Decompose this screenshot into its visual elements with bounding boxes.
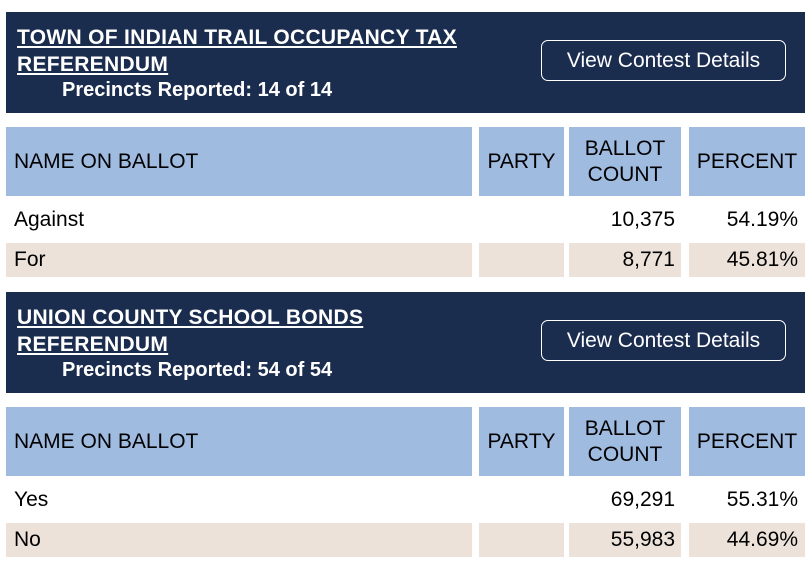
choice-party (479, 523, 564, 557)
column-header-name: NAME ON BALLOT (6, 127, 472, 196)
column-header-ballot-count-line2: COUNT (587, 442, 663, 466)
column-header-party: PARTY (479, 407, 564, 476)
column-header-percent: PERCENT (689, 407, 805, 476)
column-header-ballot-count-line1: BALLOT (584, 416, 666, 440)
choice-percent: 45.81% (689, 243, 805, 277)
choice-ballot-count: 8,771 (569, 243, 681, 277)
column-header-percent: PERCENT (689, 127, 805, 196)
choice-party (479, 243, 564, 277)
contest-title-line2[interactable]: REFERENDUM (17, 333, 169, 356)
choice-percent: 54.19% (726, 208, 798, 231)
choice-party (479, 483, 564, 517)
contest-title-line2[interactable]: REFERENDUM (17, 53, 169, 76)
column-header-ballot-count-line1: BALLOT (584, 136, 666, 160)
contest-header (6, 12, 805, 113)
choice-percent: 44.69% (689, 523, 805, 557)
contest-header (6, 292, 805, 393)
choice-name: Yes (14, 488, 49, 511)
column-header-ballot-count (569, 127, 681, 196)
choice-ballot-count: 10,375 (610, 208, 675, 231)
view-contest-details-button[interactable]: View Contest Details (541, 40, 786, 81)
column-header-name: NAME ON BALLOT (6, 407, 472, 476)
choice-ballot-count: 69,291 (610, 488, 675, 511)
contest-title-link[interactable] (17, 304, 537, 358)
choice-name: No (6, 523, 472, 557)
precincts-reported: Precincts Reported: 14 of 14 (62, 79, 333, 101)
choice-name: Against (14, 208, 85, 231)
column-header-ballot-count-line2: COUNT (587, 162, 663, 186)
column-header-party: PARTY (479, 127, 564, 196)
contest-title-line1[interactable]: TOWN OF INDIAN TRAIL OCCUPANCY TAX (17, 26, 457, 49)
choice-party (479, 203, 564, 237)
choice-ballot-count: 55,983 (569, 523, 681, 557)
choice-name: For (6, 243, 472, 277)
column-header-ballot-count (569, 407, 681, 476)
choice-percent: 55.31% (726, 488, 798, 511)
precincts-reported: Precincts Reported: 54 of 54 (62, 359, 333, 381)
view-contest-details-button[interactable]: View Contest Details (541, 320, 786, 361)
contest-title-line1[interactable]: UNION COUNTY SCHOOL BONDS (17, 306, 364, 329)
contest-title-link[interactable] (17, 24, 537, 78)
